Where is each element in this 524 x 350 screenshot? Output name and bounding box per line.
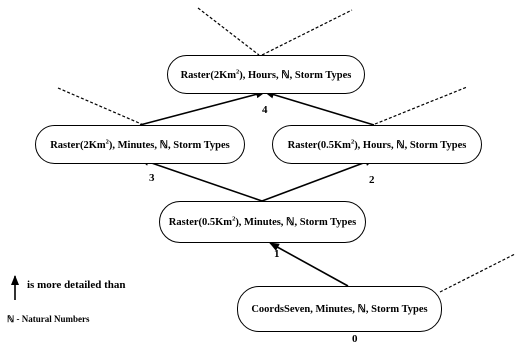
dashed-line-top-left xyxy=(198,8,259,55)
dashed-line-bottom-right xyxy=(440,254,515,292)
edge-arrow-1-left xyxy=(140,159,262,201)
legend-natural-numbers: ℕ - Natural Numbers xyxy=(7,314,90,324)
edge-arrow-0 xyxy=(270,243,348,286)
node-label-raster-2km-hours: Raster(2Km$^2$), Hours, ℕ, Storm Types xyxy=(180,68,352,81)
edge-arrow-2 xyxy=(265,92,374,125)
node-coordsseven-minutes xyxy=(237,286,442,332)
edge-label-2: 2 xyxy=(369,174,375,186)
legend-arrow-text: is more detailed than xyxy=(27,279,126,291)
dashed-line-right xyxy=(375,87,467,124)
node-raster-05km-minutes xyxy=(159,201,366,243)
edge-arrow-1-right xyxy=(262,159,374,201)
node-raster-2km-hours xyxy=(167,55,365,94)
edge-label-3: 3 xyxy=(149,172,155,184)
node-label-coordsseven-minutes: CoordsSeven, Minutes, ℕ, Storm Types xyxy=(251,304,428,315)
node-label-raster-05km-minutes: Raster(0.5Km$^2$), Minutes, ℕ, Storm Types xyxy=(168,215,357,228)
node-raster-05km-hours xyxy=(272,125,482,164)
dashed-line-top-right xyxy=(262,10,352,55)
edge-label-0: 0 xyxy=(352,333,358,345)
edge-label-4: 4 xyxy=(262,104,268,116)
edge-label-1: 1 xyxy=(274,248,280,260)
node-label-raster-2km-minutes: Raster(2Km$^2$), Minutes, ℕ, Storm Types xyxy=(50,138,230,151)
dashed-line-left xyxy=(58,88,146,126)
node-raster-2km-minutes xyxy=(35,125,245,164)
edge-arrow-3 xyxy=(140,92,265,125)
node-label-raster-05km-hours: Raster(0.5Km$^2$), Hours, ℕ, Storm Types xyxy=(287,138,467,151)
